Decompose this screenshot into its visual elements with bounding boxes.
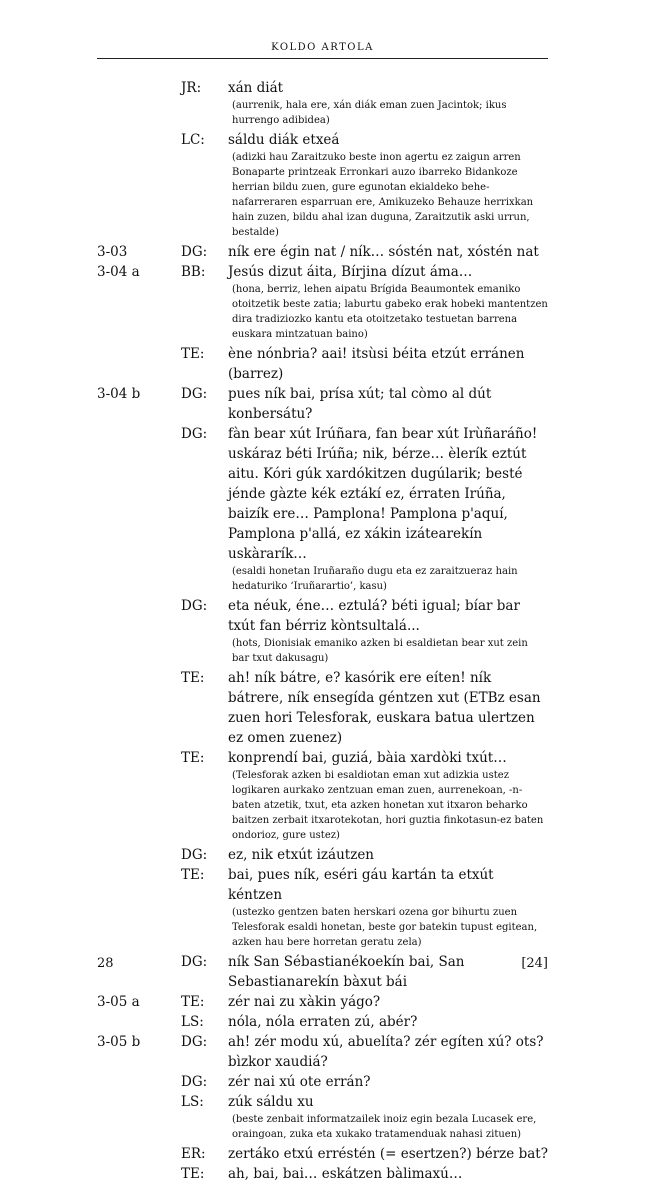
speaker-label: DG: [181, 598, 208, 614]
speaker-label: TE: [181, 867, 205, 883]
transcript-entry [0, 384, 645, 424]
utterance: xán diát [228, 80, 284, 96]
running-header: KOLDO ARTOLA [271, 42, 374, 53]
transcript [0, 78, 645, 1184]
utterance: sáldu diák etxeá [228, 132, 340, 148]
commentary-note: (beste zenbait informatzailek inoiz egin bezala Lucasek ere, oraingoan, zuka eta xukako tratamenduak nahasi zituen) [232, 1114, 537, 1140]
utterance: ah! zér modu xú, abuelíta? zér egíten xú? ots? bìzkor xaudiá? [228, 1034, 544, 1070]
transcript-entry [0, 1092, 645, 1144]
speaker-label: LS: [181, 1014, 204, 1030]
transcript-entry [0, 1072, 645, 1092]
utterance: pues ník bai, prísa xút; tal còmo al dút konbersátu? [228, 386, 492, 422]
transcript-entry [0, 242, 645, 262]
utterance: bai, pues ník, eséri gáu kartán ta etxút kéntzen [228, 867, 494, 903]
speaker-label: TE: [181, 670, 205, 686]
speaker-label: DG: [181, 386, 208, 402]
utterance: zertáko etxú erréstén (= esertzen?) bérze bat? [228, 1146, 548, 1162]
speaker-label: TE: [181, 1166, 205, 1182]
utterance: ah, bai, bai… eskátzen bàlimaxú… [228, 1166, 463, 1182]
utterance: zér nai xú ote errán? [228, 1074, 371, 1090]
utterance: ník San Sébastianékoekín bai, San Sebastianarekín bàxut bái [228, 954, 465, 990]
utterance: ah! ník bátre, e? kasórik ere eíten! ník bátrere, ník ensegída géntzen xut (ETBz esan zuen hori Telesforak, euskara batua ulertzen ez omen zuenez) [228, 670, 541, 746]
speaker-label: DG: [181, 426, 208, 442]
commentary-note: (esaldi honetan Iruñaraño dugu eta ez zaraitzueraz hain hedaturiko ‘Iruñarartio’, kasu) [232, 566, 518, 592]
page-number: 28 [97, 956, 114, 971]
transcript-entry [0, 262, 645, 344]
utterance: ez, nik etxút izáutzen [228, 847, 375, 863]
transcript-entry [0, 344, 645, 384]
utterance: Jesús dizut áita, Bírjina dízut áma… [228, 264, 473, 280]
speaker-label: DG: [181, 1074, 208, 1090]
commentary-note: (adizki hau Zaraitzuko beste inon agertu ez zaigun arren Bonaparte printzeak Erronkari auzo ibarreko Bidankoze herrian bildu zuen, gure egunotan ekialdeko behe-nafarreraren esparruan ere, Amikuzeko Behauze herrixkan hain zuzen, bildu ahal izan duguna, Zaraitzutik aski urrun, bestalde) [232, 152, 534, 238]
transcript-entry [0, 1012, 645, 1032]
speaker-label: LC: [181, 132, 205, 148]
commentary-note: (hona, berriz, lehen aipatu Brígida Beaumontek emaniko otoitzetik beste zatia; laburtu gabeko erak hobeki mantentzen dira tradiziozko kantu eta otoitzetako testuetan barrena euskara mintzatuan baino) [232, 284, 548, 340]
utterance: nóla, nóla erraten zú, abér? [228, 1014, 418, 1030]
utterance: ène nónbria? aai! itsùsi béita etzút erránen (barrez) [228, 346, 525, 382]
commentary-note: (Telesforak azken bi esaldiotan eman xut adizkia ustez logikaren aurkako zentzuan eman zuen, aurrenekoan, -n- baten atzetik, txut, eta azken honetan xut itxaron beharko baitzen zerbait itxarotekotan, hori guztia finkotasun-ez baten ondorioz, gure ustez) [232, 770, 544, 841]
transcript-entry [0, 748, 645, 845]
commentary-note: (aurrenik, hala ere, xán diák eman zuen Jacintok; ikus hurrengo adibidea) [232, 100, 507, 126]
speaker-label: TE: [181, 994, 205, 1010]
transcript-entry [0, 865, 645, 952]
transcript-entry [0, 130, 645, 242]
utterance: zér nai zu xàkin yágo? [228, 994, 381, 1010]
transcript-entry [0, 78, 645, 130]
commentary-note: (ustezko gentzen baten herskari ozena gor bihurtu zuen Telesforak esaldi honetan, beste gor batekin tupust egitean, azken hau bere horretan geratu zela) [232, 907, 538, 948]
entry-ref: 3-05 a [97, 994, 140, 1010]
speaker-label: DG: [181, 954, 208, 970]
speaker-label: DG: [181, 1034, 208, 1050]
speaker-label: DG: [181, 244, 208, 260]
utterance: fàn bear xút Irúñara, fan bear xút Irùñaráño! uskáraz béti Irúña; nik, bérze… èlerík eztút aitu. Kóri gúk xardókitzen dugúlarik; besté jénde gàzte kék eztákí ez, érraten Irúña, baizík ere… Pamplona! Pamplona p'aquí, Pamplona p'allá, ez xákin izátearekín uskàrarík… [228, 426, 538, 562]
speaker-label: JR: [181, 80, 202, 96]
speaker-label: LS: [181, 1094, 204, 1110]
speaker-label: TE: [181, 346, 205, 362]
commentary-note: (hots, Dionisiak emaniko azken bi esaldietan bear xut zein bar txut dakusagu) [232, 638, 528, 664]
utterance: zúk sáldu xu [228, 1094, 314, 1110]
transcript-entry [0, 992, 645, 1012]
speaker-label: DG: [181, 847, 208, 863]
transcript-entry [0, 596, 645, 668]
transcript-entry [0, 668, 645, 748]
utterance: konprendí bai, guziá, bàia xardòki txút… [228, 750, 507, 766]
entry-ref: 3-03 [97, 244, 128, 260]
transcript-entry [0, 1032, 645, 1072]
entry-ref: 3-04 a [97, 264, 140, 280]
speaker-label: TE: [181, 750, 205, 766]
entry-ref: 3-05 b [97, 1034, 141, 1050]
transcript-entry [0, 1144, 645, 1164]
speaker-label: ER: [181, 1146, 206, 1162]
utterance: eta néuk, éne… eztulá? béti igual; bíar bar txút fan bérriz kòntsultalá... [228, 598, 520, 634]
page-ref: [24] [521, 956, 548, 971]
speaker-label: BB: [181, 264, 206, 280]
transcript-entry [0, 845, 645, 865]
header-rule [97, 58, 548, 59]
utterance: ník ere égin nat / ník… sóstén nat, xóstén nat [228, 244, 539, 260]
transcript-entry [0, 424, 645, 596]
entry-ref: 3-04 b [97, 386, 141, 402]
transcript-entry [0, 1164, 645, 1184]
